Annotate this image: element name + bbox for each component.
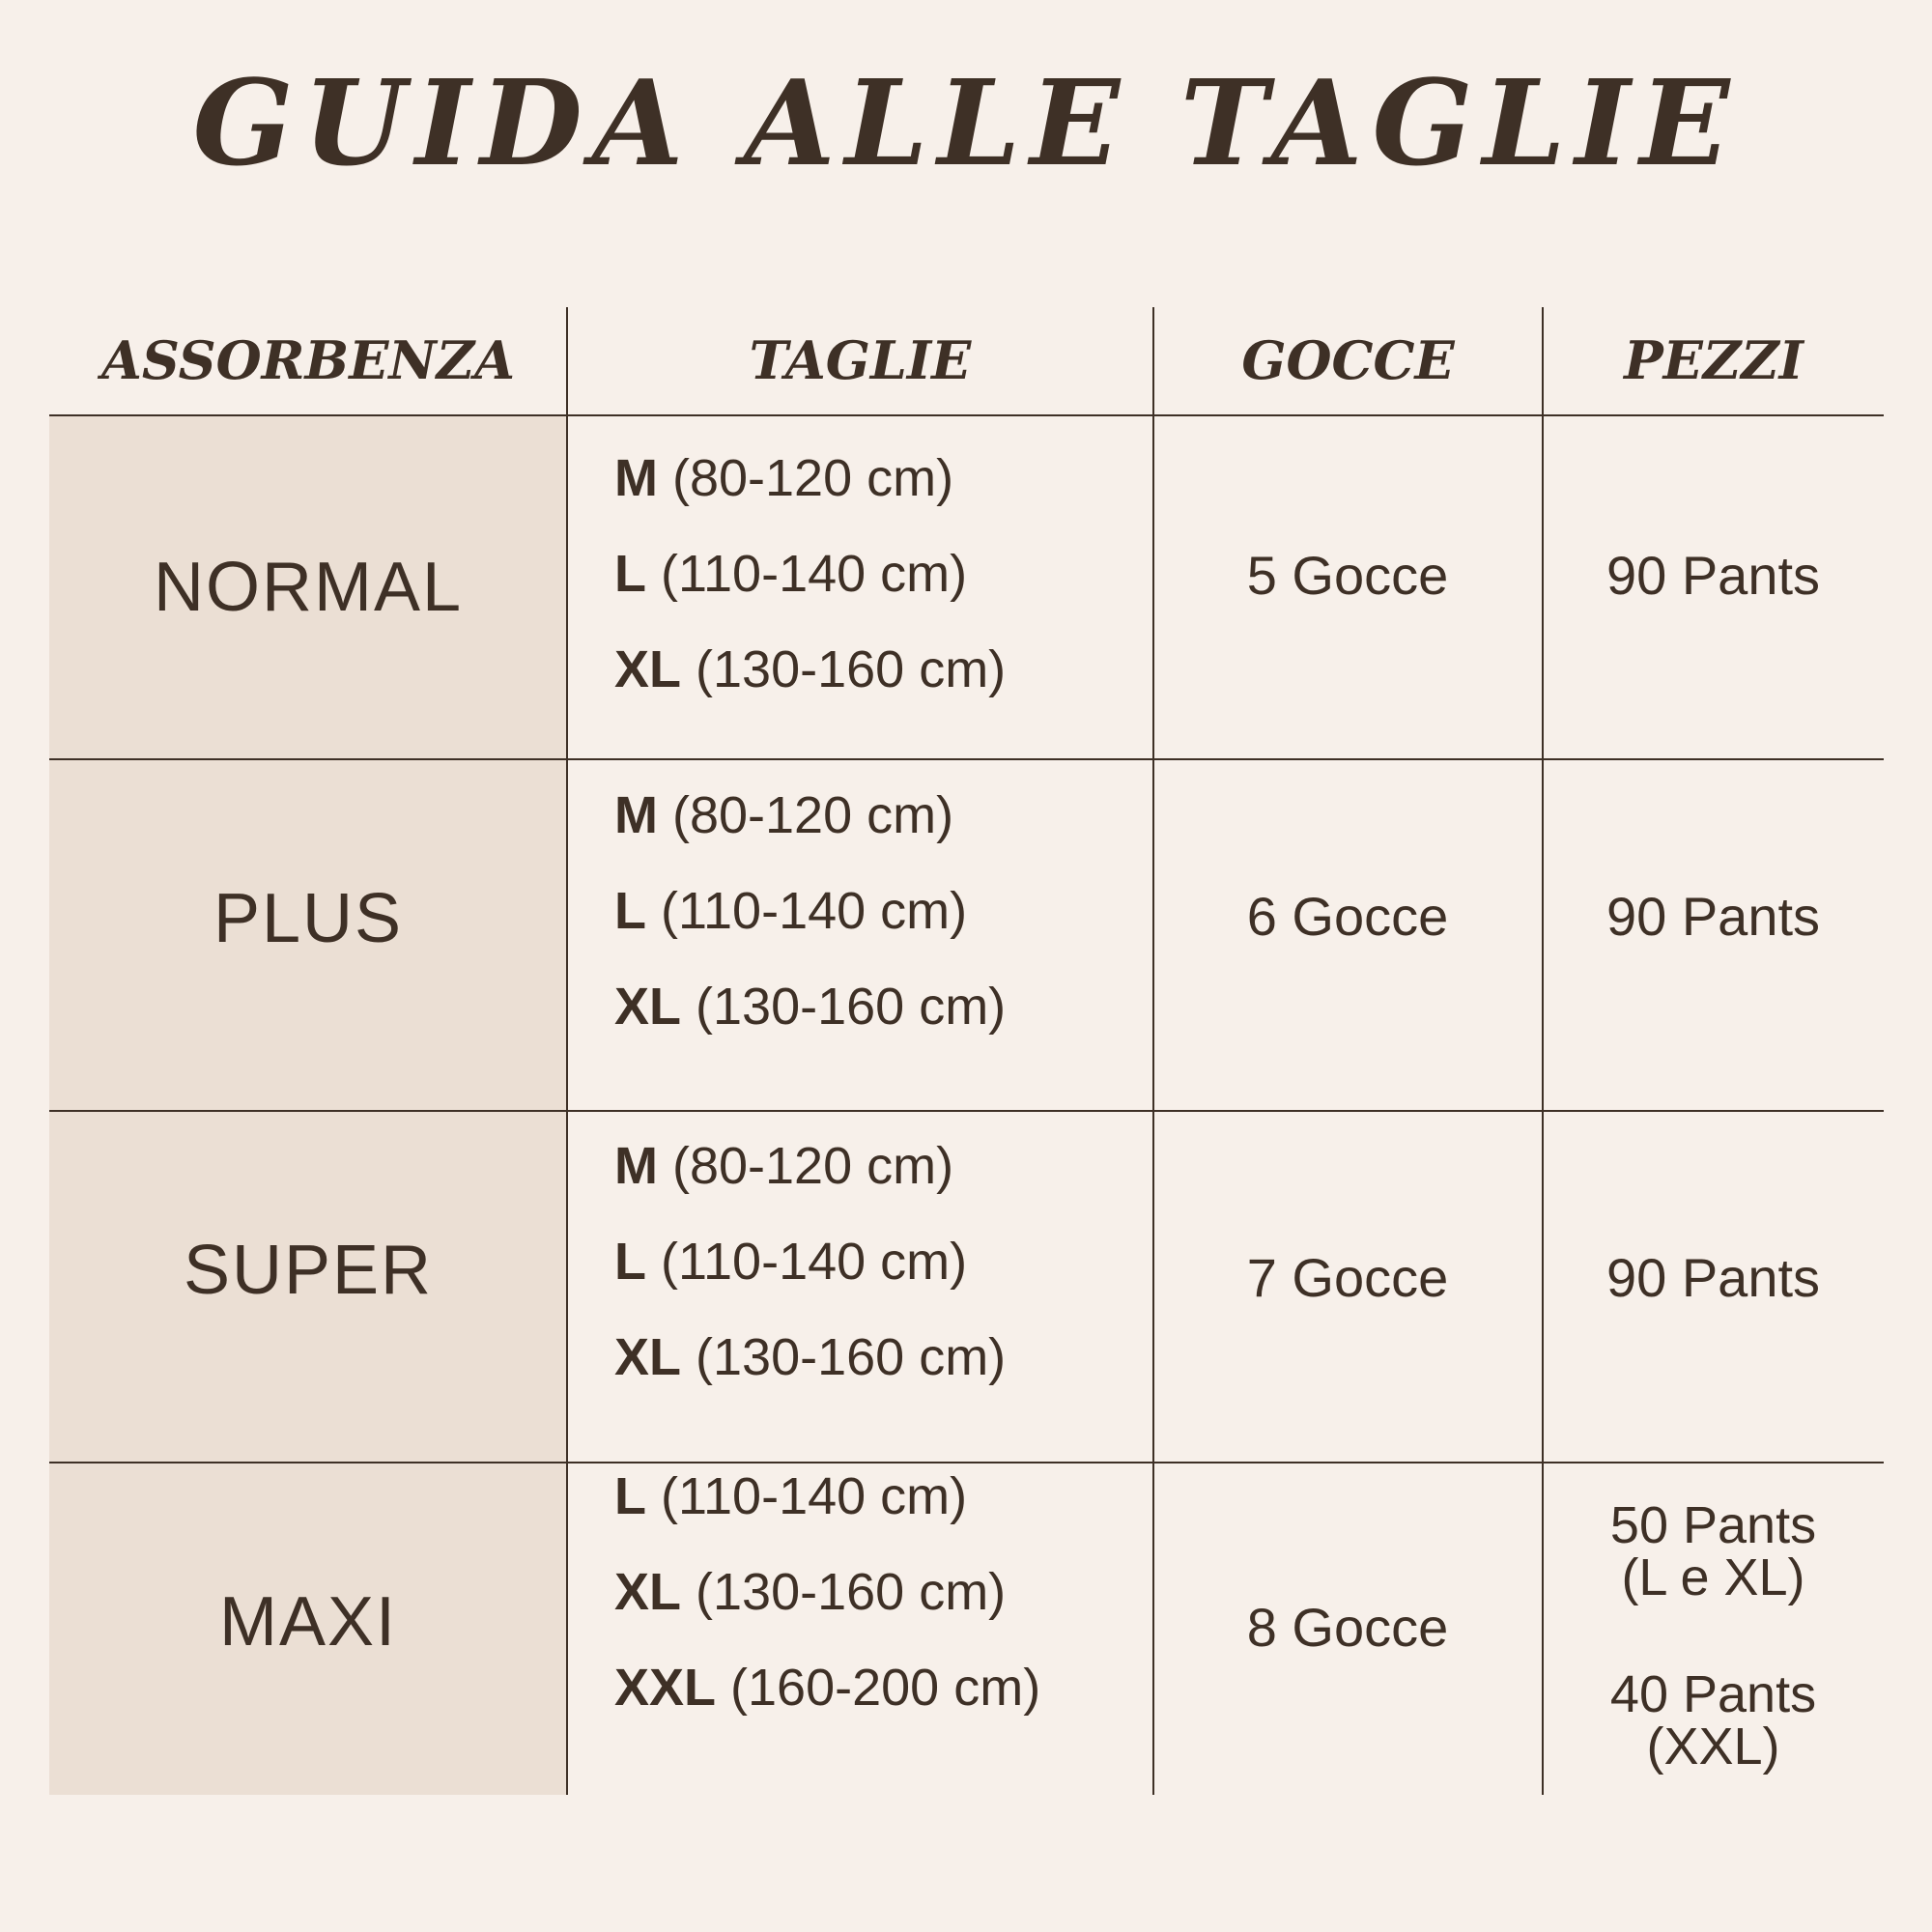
drops-value: 7 Gocce	[1246, 1246, 1449, 1308]
size-range: (130-160 cm)	[696, 1563, 1007, 1621]
header-drops: GOCCE	[1241, 329, 1455, 391]
sizes-cell	[614, 759, 1155, 1110]
size-line	[614, 1132, 953, 1200]
size-line	[614, 877, 967, 945]
pieces-value: 90 Pants	[1605, 544, 1821, 606]
drops-value: 6 Gocce	[1246, 886, 1449, 947]
header-absorbency: ASSORBENZA	[100, 329, 516, 391]
absorbency-label: PLUS	[213, 880, 404, 957]
size-line	[614, 540, 967, 608]
size-code: L	[614, 1233, 646, 1291]
size-code: L	[614, 545, 646, 603]
size-range: (130-160 cm)	[696, 1328, 1007, 1386]
size-range: (160-200 cm)	[730, 1659, 1041, 1717]
header-sizes: TAGLIE	[749, 329, 972, 391]
size-code: XL	[614, 1563, 682, 1621]
absorbency-label: NORMAL	[153, 548, 464, 626]
pieces-value: 90 Pants	[1605, 886, 1821, 947]
size-line	[614, 1558, 1006, 1626]
size-code: M	[614, 449, 658, 507]
drops-value: 8 Gocce	[1246, 1596, 1449, 1658]
size-code: M	[614, 786, 658, 844]
size-range: (80-120 cm)	[672, 449, 954, 507]
absorbency-label: MAXI	[218, 1583, 398, 1661]
sizes-cell	[614, 415, 1155, 758]
pieces-note: (L e XL)	[1621, 1548, 1805, 1606]
sizes-cell	[614, 1463, 1155, 1795]
size-code: XXL	[614, 1659, 717, 1717]
size-line	[614, 781, 953, 849]
pieces-amount: 40 Pants	[1609, 1665, 1817, 1723]
size-code: L	[614, 1467, 646, 1525]
size-code: M	[614, 1137, 658, 1195]
size-range: (130-160 cm)	[696, 978, 1007, 1036]
sizes-cell	[614, 1111, 1155, 1462]
pieces-amount: 50 Pants	[1609, 1496, 1817, 1554]
size-code: XL	[614, 1328, 682, 1386]
drops-value: 5 Gocce	[1246, 544, 1449, 606]
size-range: (110-140 cm)	[661, 882, 968, 940]
size-range: (80-120 cm)	[672, 1137, 954, 1195]
size-line	[614, 1323, 1006, 1391]
size-range: (110-140 cm)	[661, 1233, 968, 1291]
pieces-value	[1543, 1665, 1884, 1776]
size-range: (110-140 cm)	[661, 545, 968, 603]
header-pieces: PEZZI	[1624, 329, 1804, 391]
size-code: XL	[614, 640, 682, 698]
size-line	[614, 973, 1006, 1040]
size-code: XL	[614, 978, 682, 1036]
size-line	[614, 636, 1006, 703]
size-line	[614, 1654, 1040, 1721]
size-range: (80-120 cm)	[672, 786, 954, 844]
size-line	[614, 1228, 967, 1295]
size-line	[614, 444, 953, 512]
page-title: GUIDA ALLE TAGLIE	[192, 53, 1740, 192]
absorbency-label: SUPER	[183, 1232, 434, 1309]
pieces-value	[1543, 1496, 1884, 1606]
size-line	[614, 1463, 967, 1530]
pieces-value: 90 Pants	[1605, 1246, 1821, 1308]
size-range: (110-140 cm)	[661, 1467, 968, 1525]
size-range: (130-160 cm)	[696, 640, 1007, 698]
pieces-note: (XXL)	[1646, 1718, 1780, 1776]
size-code: L	[614, 882, 646, 940]
